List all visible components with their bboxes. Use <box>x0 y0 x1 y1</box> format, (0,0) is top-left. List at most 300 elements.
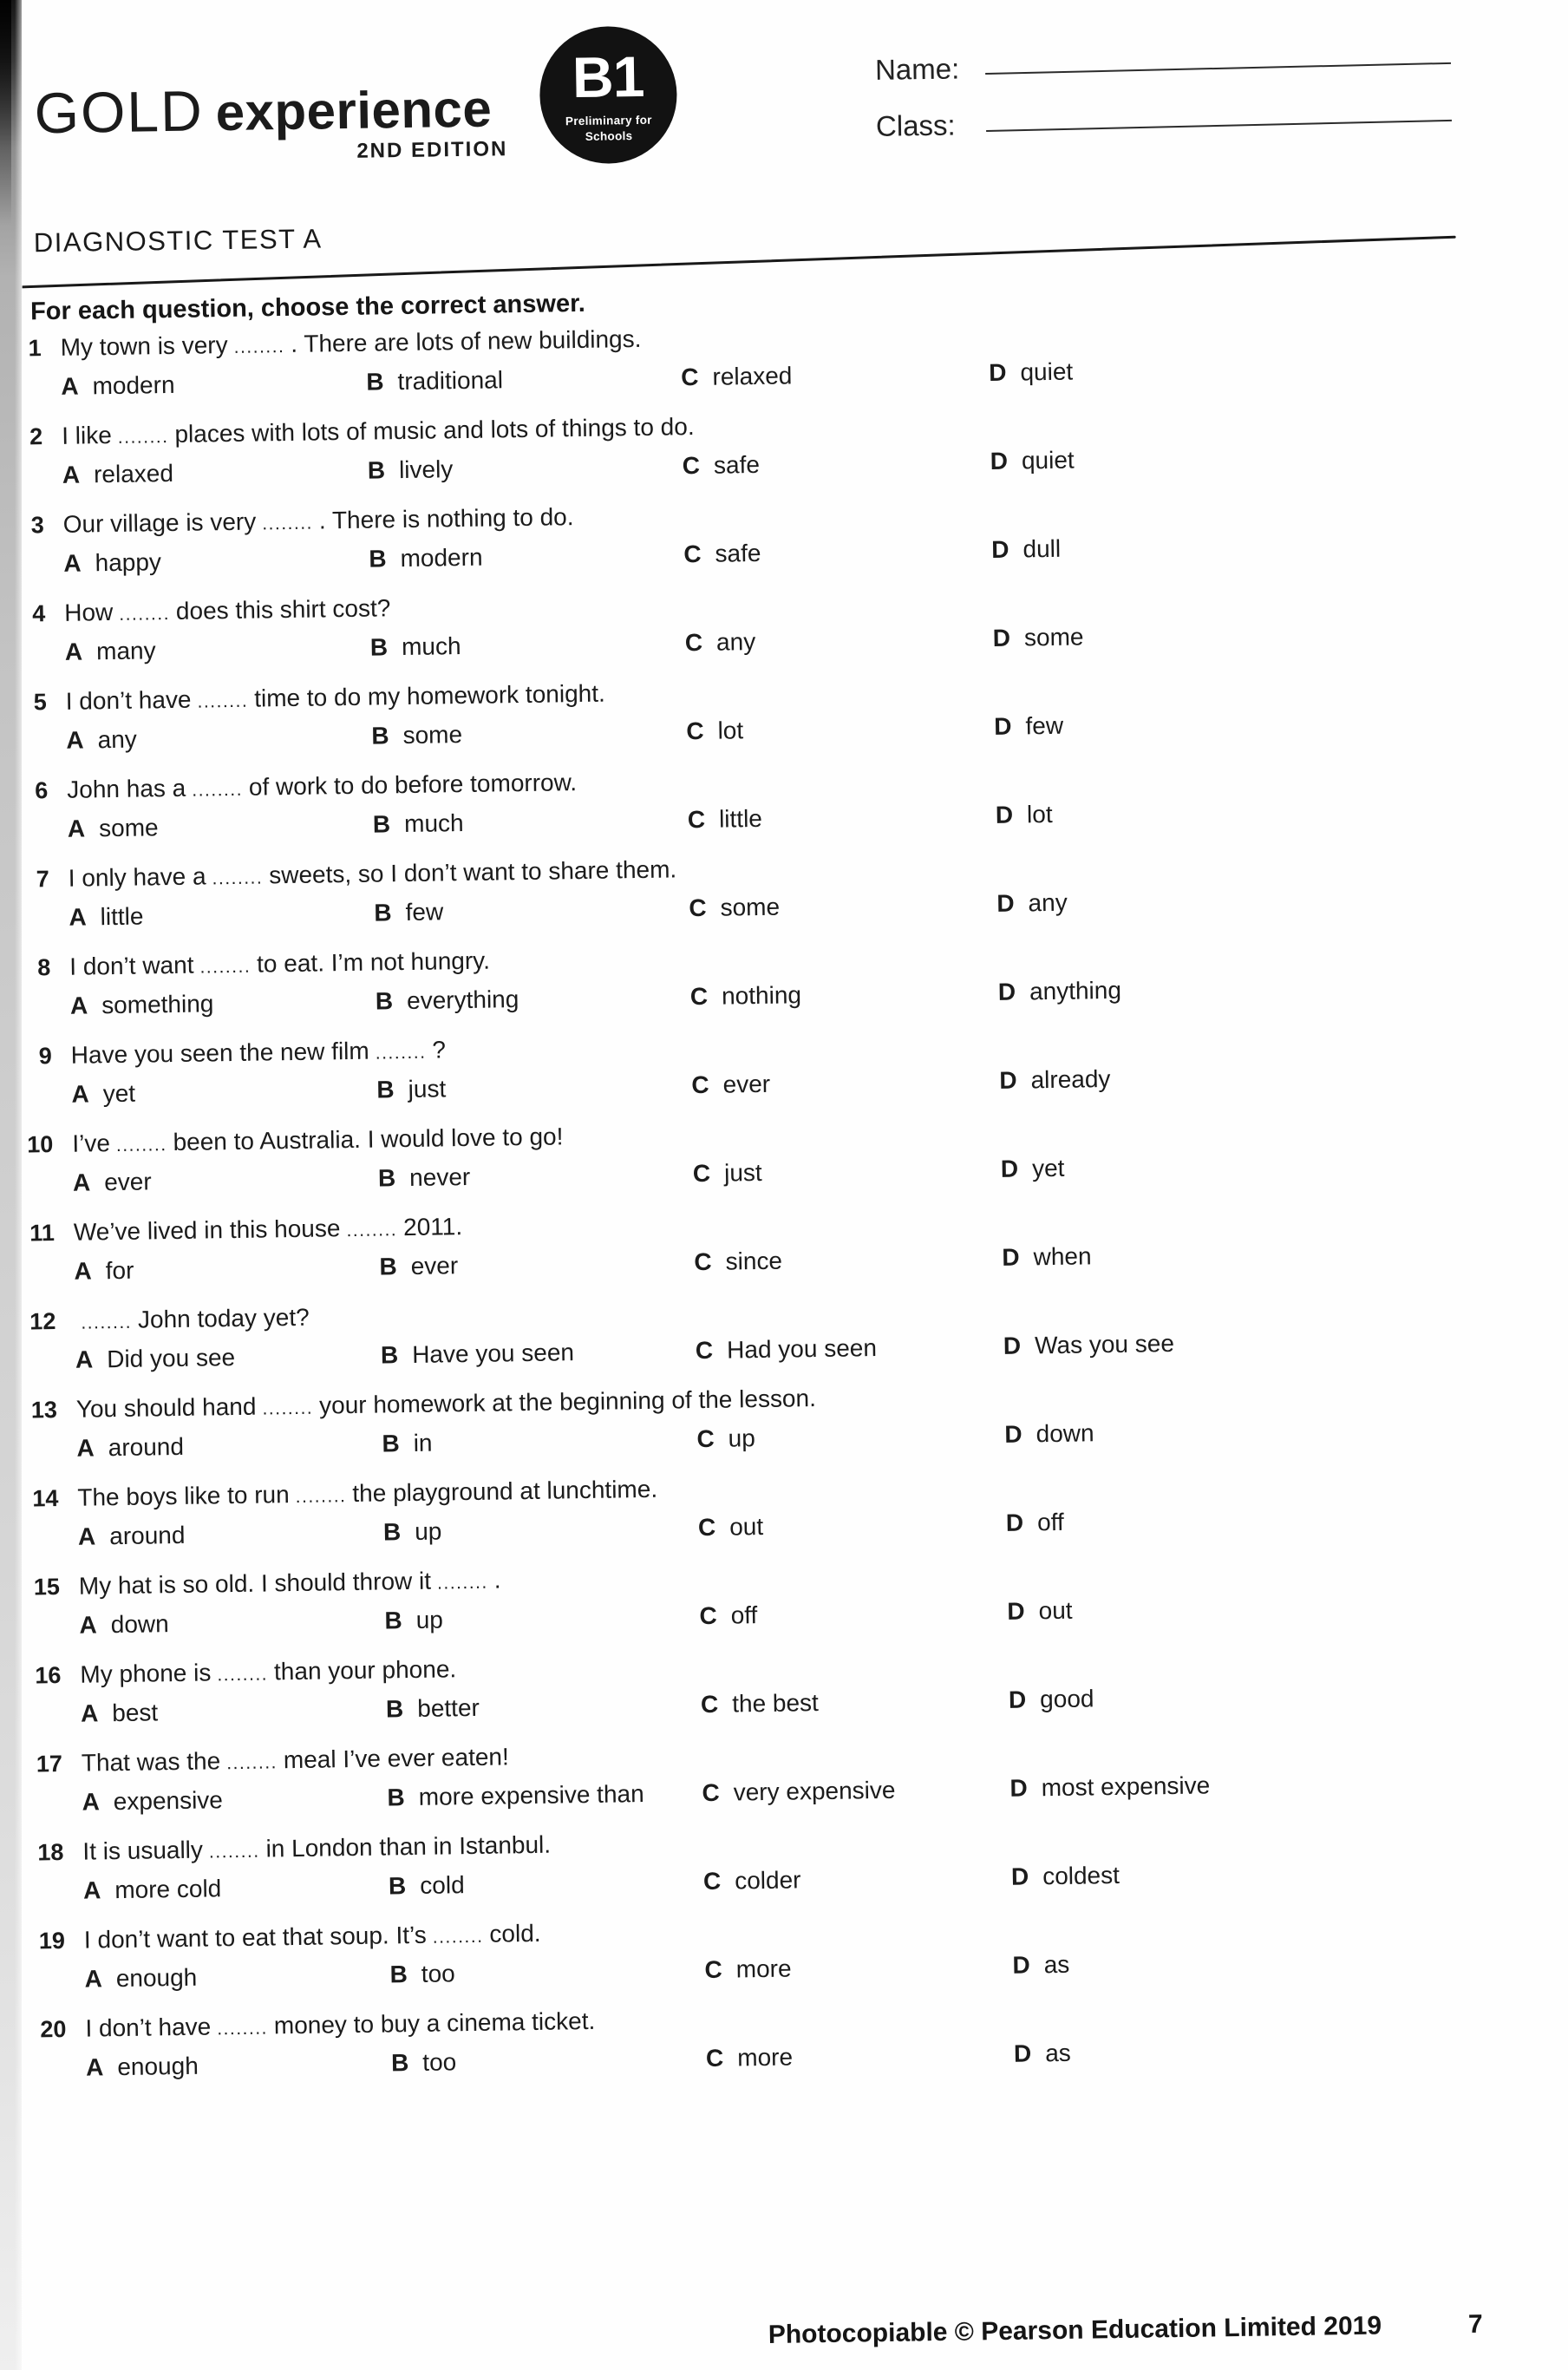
question-number: 18 <box>37 1838 64 1866</box>
option-text: down <box>1036 1419 1094 1448</box>
option-text: lot <box>1026 800 1053 828</box>
option-a <box>82 1781 388 1818</box>
option-text: best <box>112 1699 159 1727</box>
option-a <box>71 1074 377 1111</box>
stem-pre-text: I don’t want <box>69 951 194 980</box>
option-text: around <box>109 1521 186 1550</box>
option-text: cold <box>420 1871 465 1899</box>
question-item <box>26 1285 1536 1378</box>
question-number: 6 <box>35 777 49 804</box>
answer-blank: ........ <box>117 427 169 448</box>
question-item <box>16 665 1526 758</box>
option-letter: D <box>1012 1951 1030 1979</box>
option-text: much <box>403 809 464 838</box>
option-letter: D <box>999 1066 1017 1094</box>
option-a <box>68 809 374 846</box>
stem-post-text: places with lots of music and lots of things to do. <box>174 413 695 448</box>
option-letter: A <box>62 461 81 488</box>
logo-edition-text: 2ND EDITION <box>356 137 508 163</box>
option-letter: B <box>388 1872 407 1900</box>
option-d <box>1014 2030 1546 2071</box>
option-text: just <box>408 1075 447 1103</box>
option-letter: C <box>689 894 707 922</box>
option-text: enough <box>115 1963 198 1993</box>
option-a <box>65 632 371 669</box>
badge-subtitle <box>565 113 652 145</box>
option-text: everything <box>406 985 519 1015</box>
option-letter: C <box>684 628 703 657</box>
option-letter: A <box>69 992 88 1019</box>
option-text: coldest <box>1042 1861 1120 1890</box>
question-number: 13 <box>30 1397 58 1424</box>
option-text: never <box>408 1162 471 1191</box>
option-text: some <box>98 814 159 842</box>
option-d <box>1007 1588 1539 1628</box>
option-text: most expensive <box>1041 1771 1211 1802</box>
option-letter: A <box>72 1169 91 1196</box>
option-text: for <box>105 1256 134 1285</box>
option-letter: A <box>80 1699 99 1727</box>
option-letter: C <box>702 1867 722 1895</box>
option-letter: D <box>1000 1155 1019 1182</box>
answer-blank: ........ <box>217 2018 269 2039</box>
option-text: relaxed <box>93 459 174 488</box>
stem-post-text: to eat. I’m not hungry. <box>256 946 491 978</box>
option-text: out <box>1038 1596 1073 1625</box>
option-a <box>70 985 376 1023</box>
option-text: yet <box>1031 1154 1065 1182</box>
option-letter: A <box>84 1965 103 1993</box>
option-text: any <box>715 628 756 656</box>
option-text: little <box>718 804 763 833</box>
option-letter: C <box>687 805 706 834</box>
option-letter: B <box>390 2049 409 2077</box>
option-d <box>1002 1234 1534 1274</box>
option-text: many <box>95 637 156 665</box>
option-d <box>1004 1411 1537 1451</box>
option-text: Have you seen <box>411 1339 575 1368</box>
stem-pre-text: John has a <box>67 774 186 803</box>
option-a <box>61 366 367 403</box>
option-text: very expensive <box>733 1776 896 1806</box>
question-item <box>36 1993 1546 2085</box>
option-b <box>368 449 683 487</box>
class-line <box>986 120 1452 132</box>
question-stem-text <box>85 2007 595 2046</box>
stem-pre-text: My hat is so old. I should throw it <box>78 1567 432 1600</box>
option-c <box>704 1949 1013 1987</box>
logo-gold-text: GOLD <box>34 78 205 146</box>
option-letter: A <box>85 2053 104 2081</box>
option-letter: C <box>683 540 702 568</box>
name-line <box>985 62 1451 75</box>
stem-post-text: money to buy a cinema ticket. <box>273 2007 596 2039</box>
answer-blank: ........ <box>436 1572 488 1594</box>
option-letter: D <box>990 447 1009 475</box>
question-number: 14 <box>32 1485 59 1512</box>
question-stem-text <box>76 1384 817 1427</box>
option-letter: B <box>372 810 391 838</box>
option-text: yet <box>102 1079 136 1108</box>
answer-blank: ........ <box>208 1841 260 1863</box>
option-a <box>76 1428 382 1465</box>
option-letter: A <box>75 1345 94 1373</box>
question-stem-text <box>82 1830 551 1869</box>
option-d <box>1009 1676 1541 1717</box>
option-letter: D <box>1007 1597 1025 1625</box>
option-text: more <box>735 1954 792 1983</box>
option-text: enough <box>117 2052 199 2081</box>
option-letter: B <box>387 1784 405 1811</box>
question-number: 11 <box>29 1220 56 1247</box>
option-d <box>996 880 1529 920</box>
option-d <box>999 1057 1532 1097</box>
option-text: little <box>100 902 144 931</box>
stem-pre-text: It is usually <box>82 1836 204 1865</box>
option-text: any <box>97 725 138 754</box>
question-item <box>11 311 1521 404</box>
stem-pre-text: I don’t have <box>65 685 192 715</box>
option-text: Had you seen <box>726 1334 878 1364</box>
page-number: 7 <box>1467 2309 1483 2340</box>
option-text: colder <box>734 1866 801 1895</box>
level-badge <box>539 25 677 164</box>
question-number: 12 <box>29 1308 56 1335</box>
question-item <box>29 1462 1539 1555</box>
option-b <box>386 1688 702 1725</box>
option-text: off <box>730 1601 758 1629</box>
answer-blank: ........ <box>262 1398 314 1419</box>
option-b <box>376 980 691 1018</box>
option-text: few <box>1025 711 1064 740</box>
option-text: good <box>1039 1685 1094 1713</box>
class-label: Class: <box>875 108 956 142</box>
question-stem-text <box>69 946 490 985</box>
option-letter: B <box>384 1607 402 1634</box>
stem-post-text: your homework at the beginning of the lesson. <box>318 1385 817 1419</box>
question-item <box>23 1019 1532 1112</box>
option-text: up <box>414 1517 442 1545</box>
option-letter: B <box>369 633 389 661</box>
option-letter: A <box>82 1876 101 1904</box>
option-text: some <box>1023 623 1084 651</box>
question-stem-text <box>65 679 605 719</box>
option-letter: C <box>691 1070 709 1099</box>
question-item <box>20 842 1530 935</box>
option-text: just <box>723 1158 762 1187</box>
answer-blank: ........ <box>262 513 314 534</box>
option-c <box>706 2038 1015 2075</box>
option-letter: A <box>69 903 87 931</box>
option-letter: A <box>77 1522 96 1550</box>
option-letter: B <box>382 1518 402 1546</box>
scan-edge-shadow <box>0 0 22 2370</box>
question-stem-text <box>64 593 391 631</box>
option-letter: C <box>702 1778 720 1807</box>
option-text: better <box>417 1693 480 1722</box>
option-text: some <box>402 721 463 750</box>
question-item <box>34 1816 1544 1908</box>
option-letter: A <box>76 1434 95 1462</box>
question-item <box>14 488 1524 581</box>
option-letter: C <box>704 1955 722 1984</box>
badge-level-text: B1 <box>572 43 644 110</box>
logo-experience-text: experience <box>215 79 493 142</box>
question-item <box>33 1727 1543 1820</box>
answer-blank: ........ <box>432 1926 484 1948</box>
option-c <box>693 1153 1002 1190</box>
option-letter: C <box>705 2044 724 2072</box>
option-a <box>66 720 372 757</box>
stem-post-text: ? <box>432 1036 447 1064</box>
question-number: 19 <box>38 1927 66 1954</box>
stem-post-text: 2011. <box>402 1213 463 1241</box>
option-a <box>81 1692 387 1730</box>
question-stem-text <box>62 412 695 454</box>
option-text: as <box>1044 2039 1072 2067</box>
option-a <box>78 1516 384 1553</box>
option-a <box>62 455 369 492</box>
option-a <box>69 897 375 934</box>
option-text: quiet <box>1020 357 1074 386</box>
option-letter: C <box>695 1336 714 1365</box>
instructions-text: For each question, choose the correct answer. <box>29 289 586 326</box>
option-text: nothing <box>721 981 802 1010</box>
option-b <box>373 803 689 841</box>
stem-pre-text: My town is very <box>60 331 228 361</box>
test-title: DIAGNOSTIC TEST A <box>33 223 323 259</box>
option-letter: D <box>1010 1863 1029 1890</box>
option-letter: C <box>700 1690 719 1719</box>
stem-pre-text: How <box>63 598 114 626</box>
option-text: ever <box>410 1252 459 1280</box>
option-b <box>389 1865 704 1902</box>
option-text: quiet <box>1021 446 1075 475</box>
stem-post-text: time to do my homework tonight. <box>253 679 605 712</box>
name-label: Name: <box>874 52 960 86</box>
question-list <box>11 311 1546 2104</box>
option-text: anything <box>1029 976 1122 1005</box>
option-c <box>685 622 994 659</box>
question-stem-text <box>80 1654 456 1692</box>
option-c <box>696 1330 1004 1367</box>
stem-post-text: meal I’ve ever eaten! <box>283 1743 509 1774</box>
question-stem-text <box>71 1035 447 1072</box>
stem-post-text: . There is nothing to do. <box>318 503 574 534</box>
question-number: 17 <box>36 1751 63 1778</box>
question-number: 1 <box>28 335 42 362</box>
stem-post-text: than your phone. <box>273 1655 457 1686</box>
stem-post-text: . There are lots of new buildings. <box>291 324 642 357</box>
option-b <box>370 626 686 664</box>
question-item <box>16 577 1526 670</box>
option-a <box>73 1162 379 1200</box>
option-d <box>1011 1853 1544 1894</box>
option-letter: A <box>71 1080 89 1108</box>
option-c <box>688 799 996 836</box>
stem-pre-text: We’ve lived in this house <box>73 1214 341 1246</box>
option-letter: B <box>369 545 387 573</box>
option-letter: B <box>382 1430 400 1457</box>
option-d <box>992 614 1525 655</box>
option-text: modern <box>92 370 175 400</box>
option-letter: D <box>1002 1243 1020 1271</box>
option-b <box>366 361 682 398</box>
page-footer <box>17 2310 1483 2361</box>
option-b <box>378 1157 694 1195</box>
answer-blank: ........ <box>375 1042 427 1064</box>
option-c <box>686 710 995 748</box>
option-c <box>703 1861 1012 1898</box>
option-text: some <box>720 893 781 921</box>
question-number: 16 <box>35 1662 62 1689</box>
option-letter: B <box>371 722 389 750</box>
option-a <box>63 543 369 580</box>
option-c <box>698 1507 1007 1544</box>
question-item <box>18 754 1528 847</box>
stem-pre-text: Our village is very <box>62 507 257 538</box>
stem-pre-text: You should hand <box>75 1392 257 1423</box>
option-letter: C <box>686 717 704 745</box>
option-b <box>381 1334 696 1372</box>
option-c <box>683 445 991 482</box>
stem-post-text: been to Australia. I would love to go! <box>173 1123 564 1156</box>
option-d <box>991 526 1524 566</box>
option-letter: A <box>82 1788 101 1816</box>
question-item <box>25 1196 1535 1289</box>
badge-subtitle-line2: Schools <box>585 128 633 143</box>
option-letter: D <box>995 801 1014 828</box>
question-number: 4 <box>31 600 46 627</box>
option-letter: C <box>681 363 699 391</box>
option-letter: B <box>366 368 384 396</box>
option-d <box>1003 1322 1536 1363</box>
question-item <box>31 1639 1541 1732</box>
question-number: 7 <box>36 866 49 893</box>
option-letter: B <box>380 1341 399 1369</box>
option-letter: D <box>1013 2039 1032 2067</box>
option-letter: A <box>74 1257 92 1285</box>
stem-post-text: the playground at lunchtime. <box>352 1475 658 1508</box>
brand-logo <box>34 77 507 167</box>
option-letter: D <box>996 889 1015 917</box>
answer-blank: ........ <box>119 604 171 625</box>
option-text: happy <box>95 548 162 577</box>
answer-blank: ........ <box>217 1664 269 1686</box>
option-text: down <box>110 1610 169 1639</box>
option-letter: B <box>367 456 386 484</box>
option-b <box>391 2042 707 2079</box>
option-a <box>84 1958 390 1995</box>
option-letter: B <box>377 1164 396 1192</box>
option-text: ever <box>722 1070 771 1098</box>
option-letter: D <box>991 535 1009 563</box>
option-text: more <box>737 2043 794 2072</box>
answer-blank: ........ <box>226 1752 278 1774</box>
option-a <box>75 1339 382 1377</box>
question-number: 8 <box>37 954 51 981</box>
option-b <box>371 715 687 752</box>
answer-blank: ........ <box>192 779 244 801</box>
question-number: 3 <box>30 512 44 539</box>
question-stem-text <box>79 1565 501 1603</box>
answer-blank: ........ <box>81 1312 133 1333</box>
answer-blank: ........ <box>197 691 249 712</box>
copyright-text: Photocopiable © Pearson Education Limited 2019 <box>768 2311 1382 2350</box>
stem-pre-text: I’ve <box>72 1129 111 1157</box>
option-b <box>379 1246 695 1283</box>
answer-blank: ........ <box>295 1486 347 1507</box>
stem-post-text: . <box>493 1566 501 1594</box>
option-letter: A <box>63 549 82 577</box>
question-stem-text <box>77 1475 657 1516</box>
option-text: any <box>1028 888 1068 917</box>
option-d <box>994 703 1526 743</box>
option-c <box>689 887 997 925</box>
option-text: out <box>728 1512 764 1541</box>
option-letter: C <box>689 982 709 1011</box>
stem-pre-text: Have you seen the new film <box>70 1037 369 1069</box>
stem-post-text: of work to do before tomorrow. <box>248 769 578 801</box>
option-b <box>387 1777 702 1814</box>
option-a <box>79 1604 385 1641</box>
option-letter: D <box>997 978 1016 1005</box>
option-letter: A <box>67 815 86 842</box>
option-text: as <box>1043 1950 1070 1979</box>
option-text: Did you see <box>106 1344 236 1373</box>
option-letter: A <box>64 638 83 665</box>
question-stem-text <box>72 1122 564 1161</box>
stem-post-text: cold. <box>489 1919 541 1948</box>
option-text: around <box>108 1432 185 1462</box>
option-letter: D <box>992 624 1011 651</box>
question-item <box>13 400 1523 493</box>
badge-subtitle-line1: Preliminary for <box>565 113 652 128</box>
option-a <box>86 2046 392 2084</box>
option-d <box>1001 1145 1533 1186</box>
option-c <box>681 357 990 394</box>
question-item <box>36 1904 1545 1997</box>
question-number: 2 <box>29 423 43 450</box>
question-stem-text <box>60 324 641 365</box>
answer-blank: ........ <box>346 1220 398 1241</box>
question-stem-text <box>82 1742 509 1780</box>
option-d <box>996 791 1528 832</box>
stem-pre-text: I don’t want to eat that soup. It’s <box>83 1921 427 1954</box>
answer-blank: ........ <box>199 956 252 978</box>
option-text: since <box>725 1247 783 1275</box>
stem-pre-text: The boys like to run <box>77 1481 290 1511</box>
question-stem-text <box>67 768 577 808</box>
option-letter: A <box>66 726 84 754</box>
option-text: Was you see <box>1034 1329 1175 1359</box>
option-d <box>990 437 1522 478</box>
question-stem-text <box>62 502 573 542</box>
option-text: more cold <box>114 1875 222 1904</box>
option-text: already <box>1030 1064 1111 1094</box>
stem-pre-text: That was the <box>81 1747 221 1777</box>
option-letter: D <box>1009 1774 1028 1802</box>
option-letter: B <box>385 1695 404 1723</box>
stem-post-text: John today yet? <box>137 1303 310 1333</box>
option-b <box>374 892 689 929</box>
option-letter: C <box>682 451 701 480</box>
option-letter: A <box>61 372 79 400</box>
option-letter: B <box>389 1961 408 1988</box>
option-text: in <box>413 1429 433 1457</box>
stem-pre-text: I only have a <box>68 862 206 892</box>
option-d <box>989 349 1521 390</box>
